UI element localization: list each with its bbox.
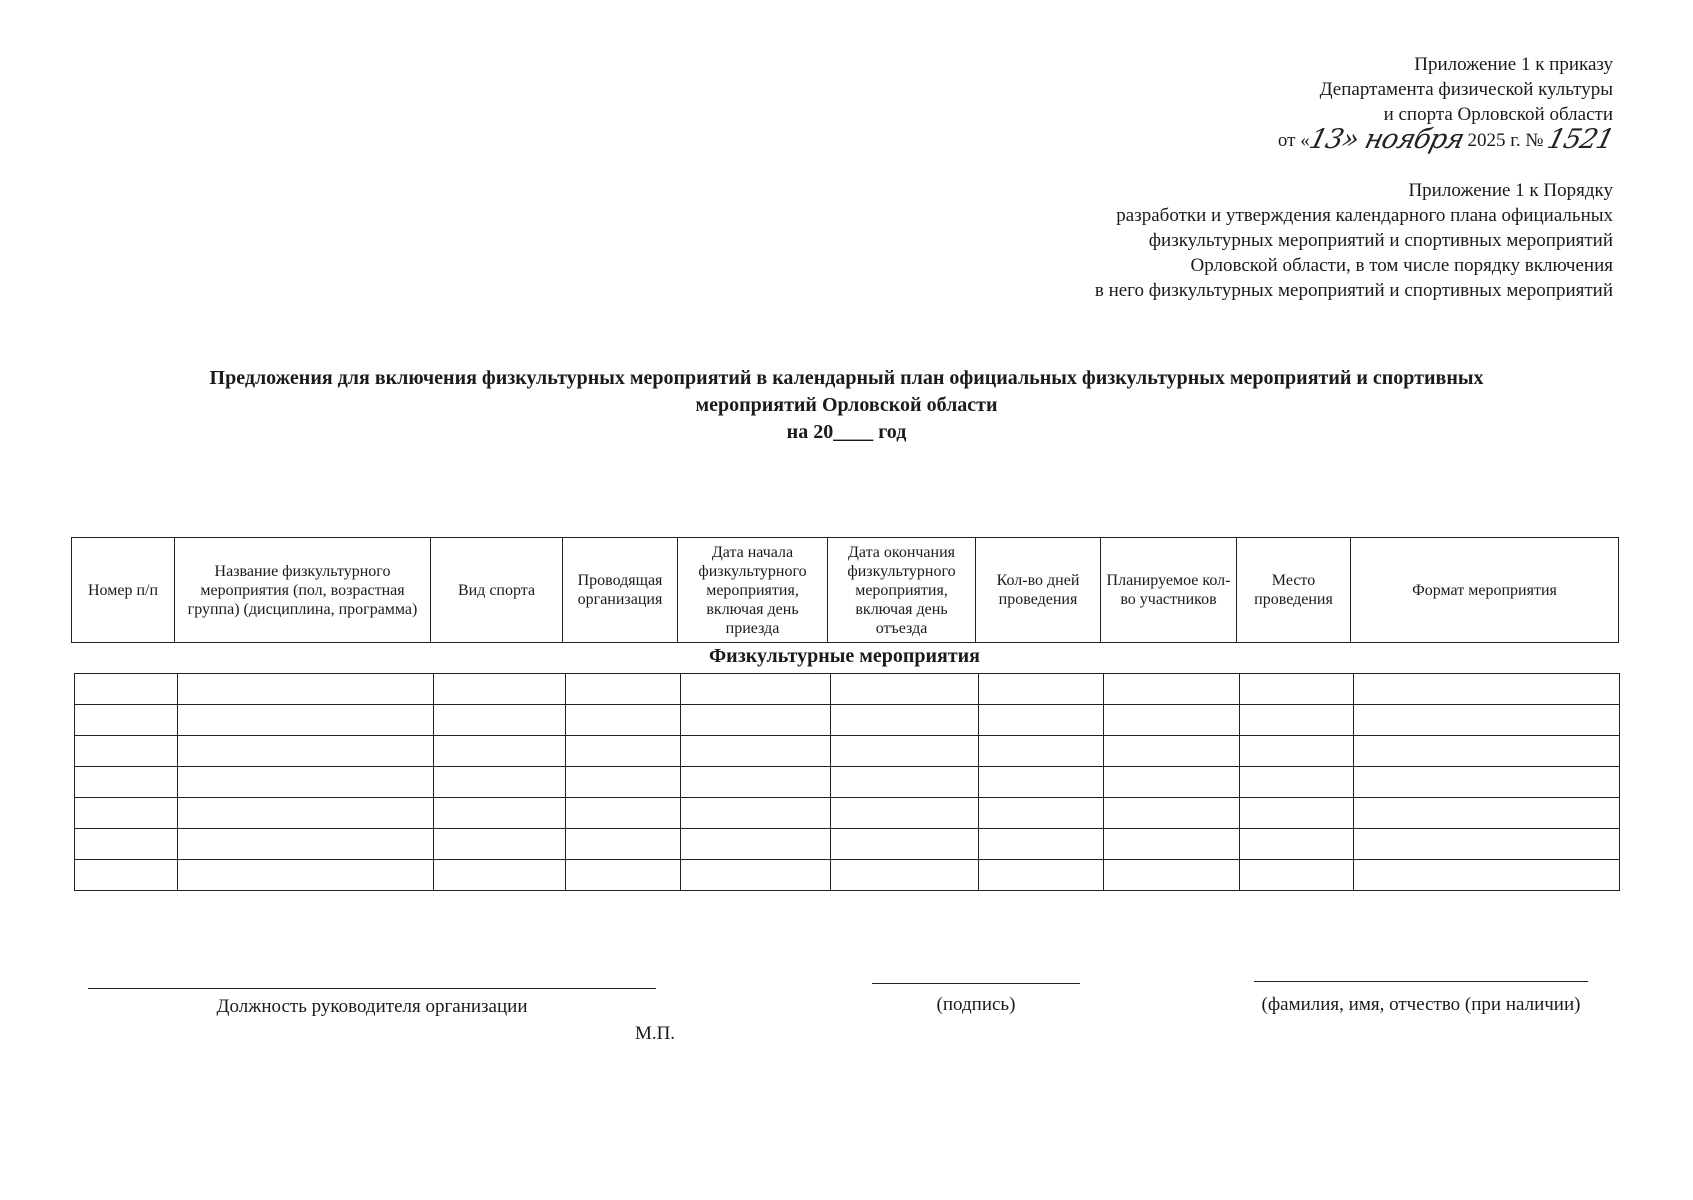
table-cell bbox=[831, 767, 979, 798]
table-cell bbox=[434, 798, 566, 829]
procedure-annex-line: физкультурных мероприятий и спортивных мероприятий bbox=[1148, 230, 1613, 251]
table-cell bbox=[831, 860, 979, 891]
col-header-venue: Место проведения bbox=[1237, 538, 1351, 643]
name-signature-line bbox=[1254, 981, 1588, 982]
table-cell bbox=[681, 705, 831, 736]
table-cell bbox=[178, 829, 434, 860]
title-line2: мероприятий Орловской области bbox=[695, 394, 998, 416]
table-row bbox=[75, 767, 1620, 798]
table-cell bbox=[1240, 860, 1354, 891]
position-label: Должность руководителя организации bbox=[216, 996, 528, 1017]
table-cell bbox=[1104, 798, 1240, 829]
table-cell bbox=[831, 798, 979, 829]
table-cell bbox=[1104, 674, 1240, 705]
title-line3: на 20____ год bbox=[786, 421, 907, 443]
table-cell bbox=[75, 767, 178, 798]
order-date-prefix: от « bbox=[1277, 130, 1310, 151]
table-cell bbox=[434, 829, 566, 860]
table-cell bbox=[979, 767, 1104, 798]
table-cell bbox=[979, 674, 1104, 705]
table-cell bbox=[566, 829, 681, 860]
order-date-line bbox=[1277, 124, 1617, 155]
table-cell bbox=[566, 705, 681, 736]
col-header-days: Кол-во дней проведения bbox=[976, 538, 1101, 643]
table-cell bbox=[75, 860, 178, 891]
table-cell bbox=[75, 798, 178, 829]
table-cell bbox=[178, 705, 434, 736]
table-cell bbox=[1240, 705, 1354, 736]
stamp-label: М.П. bbox=[634, 1023, 676, 1044]
order-annex-line2: Департамента физической культуры bbox=[1319, 79, 1613, 100]
table-cell bbox=[1354, 674, 1620, 705]
table-cell bbox=[681, 860, 831, 891]
col-header-start-date: Дата начала физкультурного мероприятия, включая день приезда bbox=[678, 538, 828, 643]
table-cell bbox=[178, 736, 434, 767]
procedure-annex-line: в него физкультурных мероприятий и спортивных мероприятий bbox=[1094, 280, 1613, 301]
table-cell bbox=[979, 798, 1104, 829]
table-cell bbox=[681, 767, 831, 798]
table-cell bbox=[1240, 674, 1354, 705]
col-header-sport: Вид спорта bbox=[431, 538, 563, 643]
table-cell bbox=[1354, 829, 1620, 860]
order-annex-block bbox=[1277, 52, 1617, 155]
col-header-format: Формат мероприятия bbox=[1351, 538, 1619, 643]
table-cell bbox=[681, 674, 831, 705]
document-title bbox=[0, 365, 1693, 446]
table-cell bbox=[1104, 860, 1240, 891]
table-cell bbox=[566, 767, 681, 798]
header-table bbox=[71, 537, 1619, 643]
table-cell bbox=[1104, 705, 1240, 736]
procedure-annex-line: Орловской области, в том числе порядку включения bbox=[1190, 255, 1613, 276]
table-cell bbox=[178, 674, 434, 705]
table-cell bbox=[831, 829, 979, 860]
table-cell bbox=[1354, 767, 1620, 798]
table-cell bbox=[1240, 829, 1354, 860]
table-cell bbox=[1104, 736, 1240, 767]
table-cell bbox=[75, 829, 178, 860]
table-cell bbox=[1240, 798, 1354, 829]
table-cell bbox=[434, 860, 566, 891]
table-cell bbox=[1240, 767, 1354, 798]
table-row bbox=[75, 829, 1620, 860]
table-cell bbox=[1104, 829, 1240, 860]
table-row bbox=[75, 736, 1620, 767]
order-annex-line3: и спорта Орловской области bbox=[1383, 104, 1613, 125]
table-cell bbox=[566, 674, 681, 705]
signature-line bbox=[872, 983, 1080, 984]
handwritten-date: 13» ноября bbox=[1305, 124, 1467, 155]
procedure-annex-line: Приложение 1 к Порядку bbox=[1408, 180, 1613, 201]
table-cell bbox=[75, 674, 178, 705]
table-cell bbox=[1354, 860, 1620, 891]
procedure-annex-line: разработки и утверждения календарного плана официальных bbox=[1116, 205, 1613, 226]
col-header-number: Номер п/п bbox=[72, 538, 175, 643]
table-cell bbox=[979, 736, 1104, 767]
col-header-event-name: Название физкультурного мероприятия (пол, возрастная группа) (дисциплина, программа) bbox=[175, 538, 431, 643]
table-cell bbox=[434, 736, 566, 767]
table-cell bbox=[566, 736, 681, 767]
table-cell bbox=[178, 860, 434, 891]
table-cell bbox=[979, 705, 1104, 736]
table-cell bbox=[681, 798, 831, 829]
col-header-participants: Планируемое кол-во участников bbox=[1101, 538, 1237, 643]
table-cell bbox=[831, 674, 979, 705]
table-cell bbox=[75, 736, 178, 767]
table-cell bbox=[434, 767, 566, 798]
table-cell bbox=[178, 798, 434, 829]
table-cell bbox=[566, 860, 681, 891]
col-header-end-date: Дата окончания физкультурного мероприятия, включая день отъезда bbox=[828, 538, 976, 643]
table-cell bbox=[434, 705, 566, 736]
table-row bbox=[75, 705, 1620, 736]
table-cell bbox=[681, 736, 831, 767]
order-date-suffix: 2025 г. № bbox=[1467, 130, 1544, 151]
table-cell bbox=[434, 674, 566, 705]
title-line1: Предложения для включения физкультурных мероприятий в календарный план официальных физкультурных мероприятий и спортивных bbox=[209, 367, 1484, 389]
table-row bbox=[75, 860, 1620, 891]
table-cell bbox=[831, 705, 979, 736]
col-header-organizer: Проводящая организация bbox=[563, 538, 678, 643]
table-cell bbox=[75, 705, 178, 736]
table-row bbox=[75, 674, 1620, 705]
table-cell bbox=[566, 798, 681, 829]
procedure-annex-block bbox=[1095, 178, 1613, 303]
table-cell bbox=[1240, 736, 1354, 767]
order-annex-line1: Приложение 1 к приказу bbox=[1414, 54, 1613, 75]
position-signature-line bbox=[88, 988, 656, 989]
table-cell bbox=[178, 767, 434, 798]
table-cell bbox=[681, 829, 831, 860]
table-cell bbox=[831, 736, 979, 767]
table-row bbox=[75, 798, 1620, 829]
table-cell bbox=[979, 829, 1104, 860]
table-cell bbox=[1354, 736, 1620, 767]
table-cell bbox=[1104, 767, 1240, 798]
name-label: (фамилия, имя, отчество (при наличии) bbox=[1261, 994, 1581, 1015]
section-label: Физкультурные мероприятия bbox=[709, 645, 980, 667]
table-cell bbox=[1354, 705, 1620, 736]
table-cell bbox=[1354, 798, 1620, 829]
handwritten-number: 1521 bbox=[1544, 124, 1617, 155]
signature-label: (подпись) bbox=[936, 994, 1016, 1015]
body-table bbox=[74, 673, 1620, 891]
table-cell bbox=[979, 860, 1104, 891]
